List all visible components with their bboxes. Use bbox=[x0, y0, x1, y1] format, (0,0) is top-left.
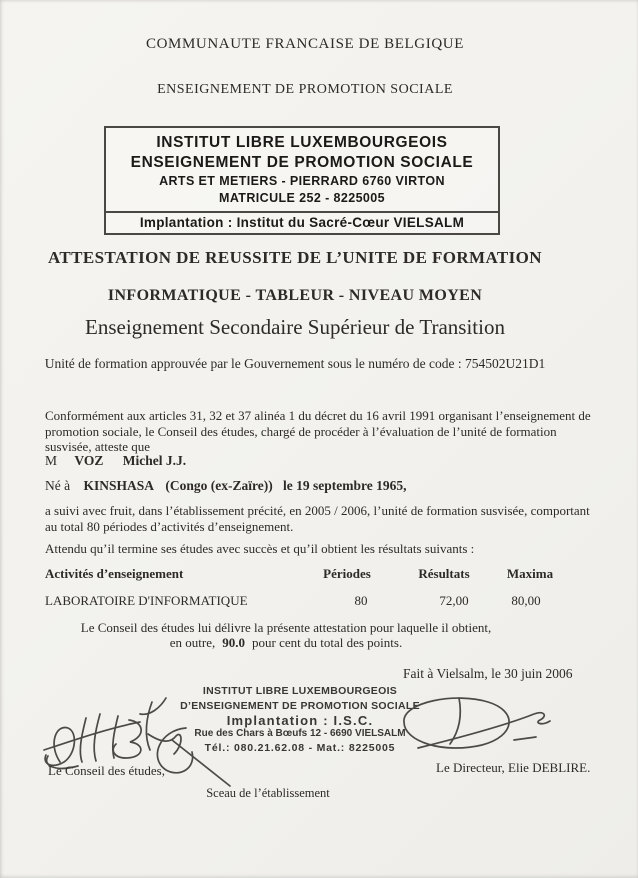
col-header-activities: Activités d’enseignement bbox=[45, 566, 184, 581]
seal-label: Sceau de l’établissement bbox=[206, 786, 330, 800]
name-prefix: M bbox=[45, 453, 58, 468]
institute-subtitle: ENSEIGNEMENT DE PROMOTION SOCIALE bbox=[130, 154, 474, 171]
results-table bbox=[0, 566, 638, 611]
col-header-maxima: Maxima bbox=[506, 566, 554, 581]
institute-matricule: MATRICULE 252 - 8225005 bbox=[219, 191, 385, 205]
institute-stamp bbox=[148, 684, 452, 755]
community-header: COMMUNAUTE FRANCAISE DE BELGIQUE bbox=[146, 36, 464, 52]
table-row-result: 72,00 bbox=[439, 593, 469, 608]
results-intro-paragraph: Attendu qu’il termine ses études avec succès et qu’il obtient les résultats suivants : bbox=[45, 541, 475, 556]
birth-place-line bbox=[45, 478, 281, 494]
course-title: INFORMATIQUE - TABLEUR - NIVEAU MOYEN bbox=[107, 287, 483, 304]
institute-name: INSTITUT LIBRE LUXEMBOURGEOIS bbox=[156, 134, 448, 151]
attestation-title: ATTESTATION DE REUSSITE DE L’UNITE DE FORMATION bbox=[48, 248, 542, 267]
student-first-name: Michel J.J. bbox=[122, 453, 187, 468]
institute-implantation: Implantation : Institut du Sacré-Cœur VIELSALM bbox=[106, 211, 498, 233]
stamp-address: Rue des Chars à Bœufs 12 - 6690 VIELSALM bbox=[194, 728, 406, 739]
table-row-maximum: 80,00 bbox=[511, 593, 541, 608]
attendance-paragraph: a suivi avec fruit, dans l’établissement précité, en 2005 / 2006, l’unité de formation susvisée, comportant au total 80 périodes d’activités d’enseignement. bbox=[45, 503, 590, 534]
birth-place: KINSHASA bbox=[83, 478, 155, 493]
closing-percentage: 90.0 bbox=[222, 635, 246, 650]
student-last-name: VOZ bbox=[74, 453, 104, 468]
col-header-results: Résultats bbox=[418, 566, 470, 581]
education-level-title: Enseignement Secondaire Supérieur de Transition bbox=[85, 315, 505, 339]
born-prefix: Né à bbox=[45, 478, 71, 493]
institute-address: ARTS ET METIERS - PIERRARD 6760 VIRTON bbox=[159, 174, 445, 188]
birth-date: le 19 septembre 1965, bbox=[283, 478, 407, 493]
place-and-date-line: Fait à Vielsalm, le 30 juin 2006 bbox=[403, 666, 573, 681]
legal-paragraph: Conformément aux articles 31, 32 et 37 alinéa 1 du décret du 16 avril 1991 organisant l’enseignement de promotion sociale, le Conseil des études, chargé de procéder à l’évaluation de l’unité de formation susvisée, atteste que bbox=[45, 408, 591, 454]
table-row-activity: LABORATOIRE D'INFORMATIQUE bbox=[45, 593, 248, 608]
education-type-header: ENSEIGNEMENT DE PROMOTION SOCIALE bbox=[157, 82, 453, 97]
closing-line2 bbox=[0, 635, 572, 651]
birth-place-detail: (Congo (ex-Zaïre)) bbox=[165, 478, 273, 493]
institute-box bbox=[104, 126, 500, 235]
closing-line2-prefix: en outre, bbox=[169, 635, 216, 650]
council-signature-label: Le Conseil des études, bbox=[48, 763, 165, 778]
stamp-line2: D’ENSEIGNEMENT DE PROMOTION SOCIALE bbox=[180, 699, 420, 712]
stamp-implantation: Implantation : I.S.C. bbox=[226, 713, 374, 728]
table-row-periods: 80 bbox=[354, 593, 368, 608]
stamp-line1: INSTITUT LIBRE LUXEMBOURGEOIS bbox=[202, 685, 398, 697]
closing-line2-suffix: pour cent du total des points. bbox=[252, 635, 403, 650]
closing-line1: Le Conseil des études lui délivre la présente attestation pour laquelle il obtient, bbox=[80, 620, 492, 635]
stamp-phone: Tél.: 080.21.62.08 - Mat.: 8225005 bbox=[204, 741, 396, 754]
student-name-line bbox=[45, 453, 202, 469]
director-signature-label: Le Directeur, Elie DEBLIRE. bbox=[436, 760, 591, 775]
approval-code-line: Unité de formation approuvée par le Gouvernement sous le numéro de code : 754502U21D1 bbox=[44, 356, 546, 371]
col-header-periods: Périodes bbox=[323, 566, 371, 581]
